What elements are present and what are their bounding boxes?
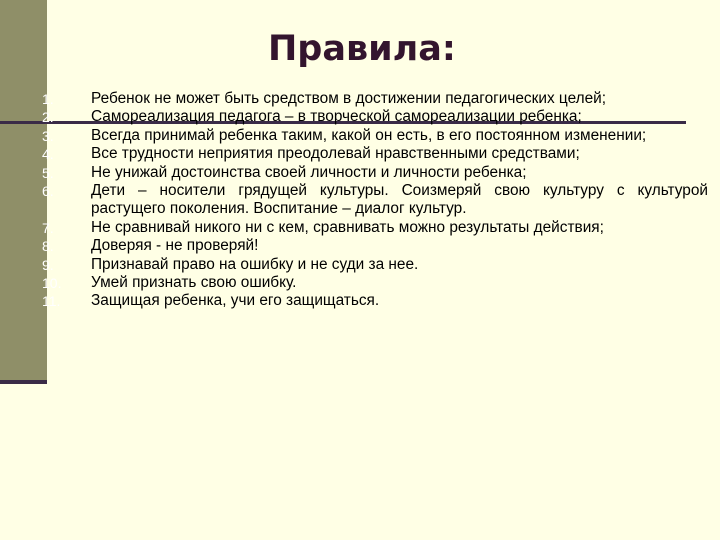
rule-text: Самореализация педагога – в творческой самореализации ребенка; bbox=[91, 108, 582, 126]
rule-text: Умей признать свою ошибку. bbox=[91, 274, 297, 292]
rule-item bbox=[0, 274, 720, 292]
rule-number: 3. bbox=[42, 127, 54, 144]
rule-number: 7. bbox=[42, 219, 54, 236]
rule-item bbox=[0, 145, 720, 163]
rule-text: Всегда принимай ребенка таким, какой он есть, в его постоянном изменении; bbox=[91, 126, 647, 144]
rule-text: Все трудности неприятия преодолевай нравственными средствами; bbox=[91, 145, 580, 163]
rule-text: Ребенок не может быть средством в достижении педагогических целей; bbox=[91, 90, 607, 107]
side-bar-underline bbox=[0, 380, 47, 384]
rule-text: Дети – носители грядущей культуры. Соизмеряй свою культуру с культурой растущего поколения. Воспитание – диалог культур. bbox=[91, 182, 708, 218]
rule-item bbox=[0, 164, 720, 182]
slide-title: Правила: bbox=[268, 29, 456, 69]
rule-text: Защищая ребенка, учи его защищаться. bbox=[91, 292, 380, 310]
rule-text: Доверяя - не проверяй! bbox=[91, 237, 259, 255]
rule-number: 6. bbox=[42, 183, 54, 200]
rule-item bbox=[0, 108, 720, 126]
rule-number: 5. bbox=[42, 164, 54, 181]
rule-number: 8. bbox=[42, 238, 54, 255]
rule-number: 1. bbox=[42, 91, 54, 107]
rules-list bbox=[0, 90, 720, 311]
rule-number: 9. bbox=[42, 256, 54, 273]
rule-text: Не унижай достоинства своей личности и личности ребенка; bbox=[91, 163, 527, 181]
rule-text: Не сравнивай никого ни с кем, сравнивать можно результаты действия; bbox=[91, 218, 604, 236]
rule-number: 4. bbox=[42, 146, 54, 163]
rule-item bbox=[0, 256, 720, 274]
rule-number: 2. bbox=[42, 109, 54, 126]
rule-item bbox=[0, 237, 720, 255]
rule-item bbox=[0, 90, 720, 108]
rule-text: Признавай право на ошибку и не суди за нее. bbox=[91, 255, 419, 273]
rule-item bbox=[0, 127, 720, 145]
rule-item bbox=[0, 182, 720, 219]
rule-item bbox=[0, 292, 720, 310]
rule-number: 10. bbox=[42, 275, 62, 292]
rule-number: 11. bbox=[42, 293, 61, 310]
rule-item bbox=[0, 219, 720, 237]
